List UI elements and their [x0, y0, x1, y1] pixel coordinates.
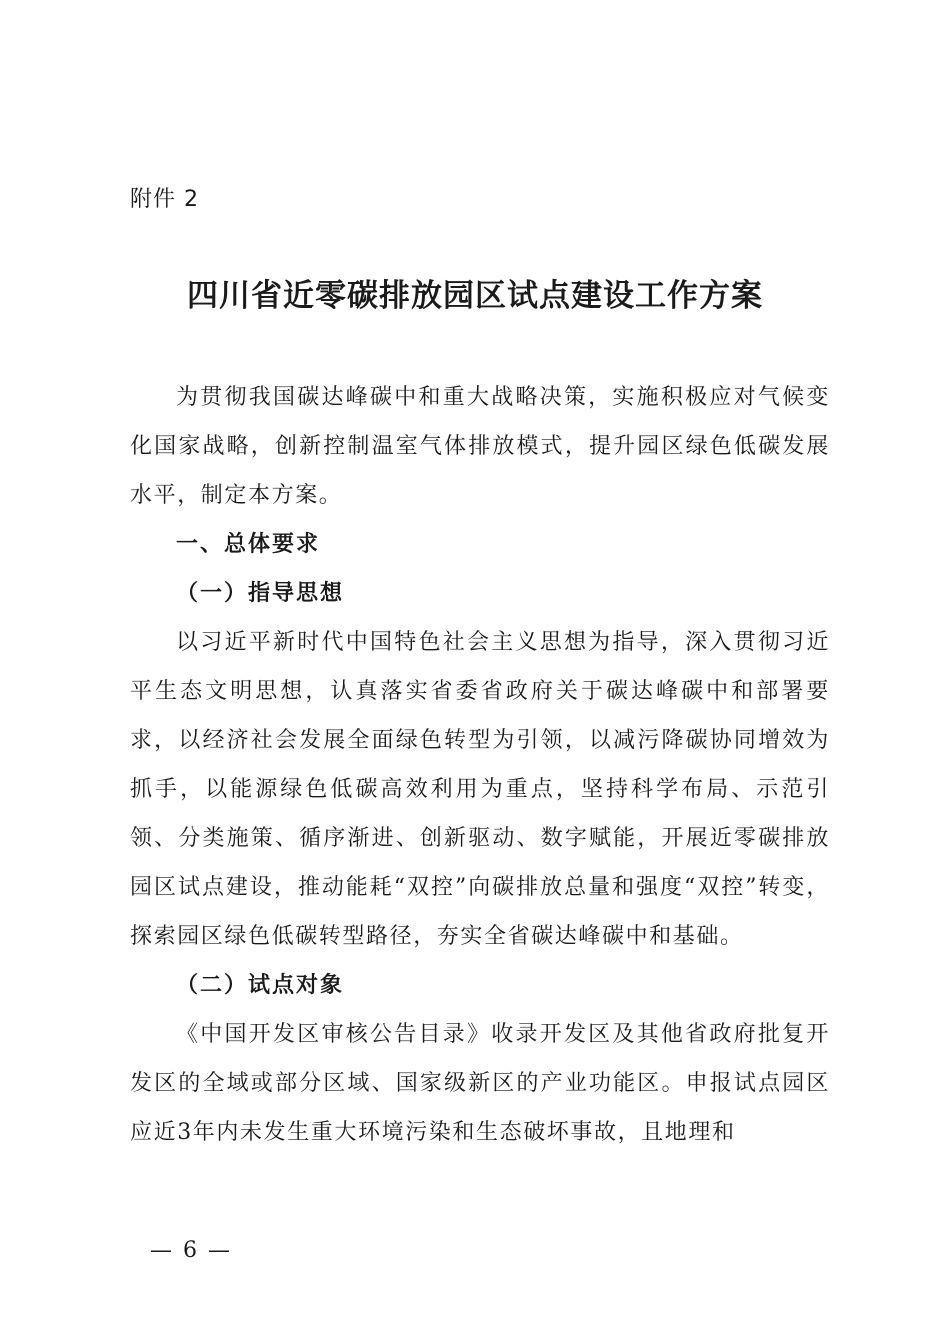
intro-paragraph: 为贯彻我国碳达峰碳中和重大战略决策，实施积极应对气候变化国家战略，创新控制温室气体排放模式，提升园区绿色低碳发展水平，制定本方案。: [130, 385, 830, 508]
document-body: [130, 373, 830, 1157]
guiding-ideology-paragraph: 以习近平新时代中国特色社会主义思想为指导，深入贯彻习近平生态文明思想，认真落实省委省政府关于碳达峰碳中和部署要求，以经济社会发展全面绿色转型为引领，以减污降碳协同增效为抓手，以能源绿色低碳高效利用为重点，坚持科学布局、示范引领、分类施策、循序渐进、创新驱动、数字赋能，开展近零碳排放园区试点建设，推动能耗“双控”向碳排放总量和强度“双控”转变，探索园区绿色低碳转型路径，夯实全省碳达峰碳中和基础。: [130, 630, 830, 949]
subsection-heading-pilot-targets: （二）试点对象: [176, 973, 345, 998]
subsection-heading-guiding-ideology: （一）指导思想: [176, 581, 345, 606]
page-number: — 6 —: [150, 1238, 232, 1263]
document-title: 四川省近零碳排放园区试点建设工作方案: [187, 278, 763, 314]
pilot-targets-paragraph: 《中国开发区审核公告目录》收录开发区及其他省政府批复开发区的全域或部分区域、国家级新区的产业功能区。申报试点园区应近3年内未发生重大环境污染和生态破坏事故，且地理和: [130, 1022, 830, 1145]
attachment-label: 附件 2: [130, 187, 199, 212]
section-heading-general-requirements: 一、总体要求: [176, 532, 321, 557]
